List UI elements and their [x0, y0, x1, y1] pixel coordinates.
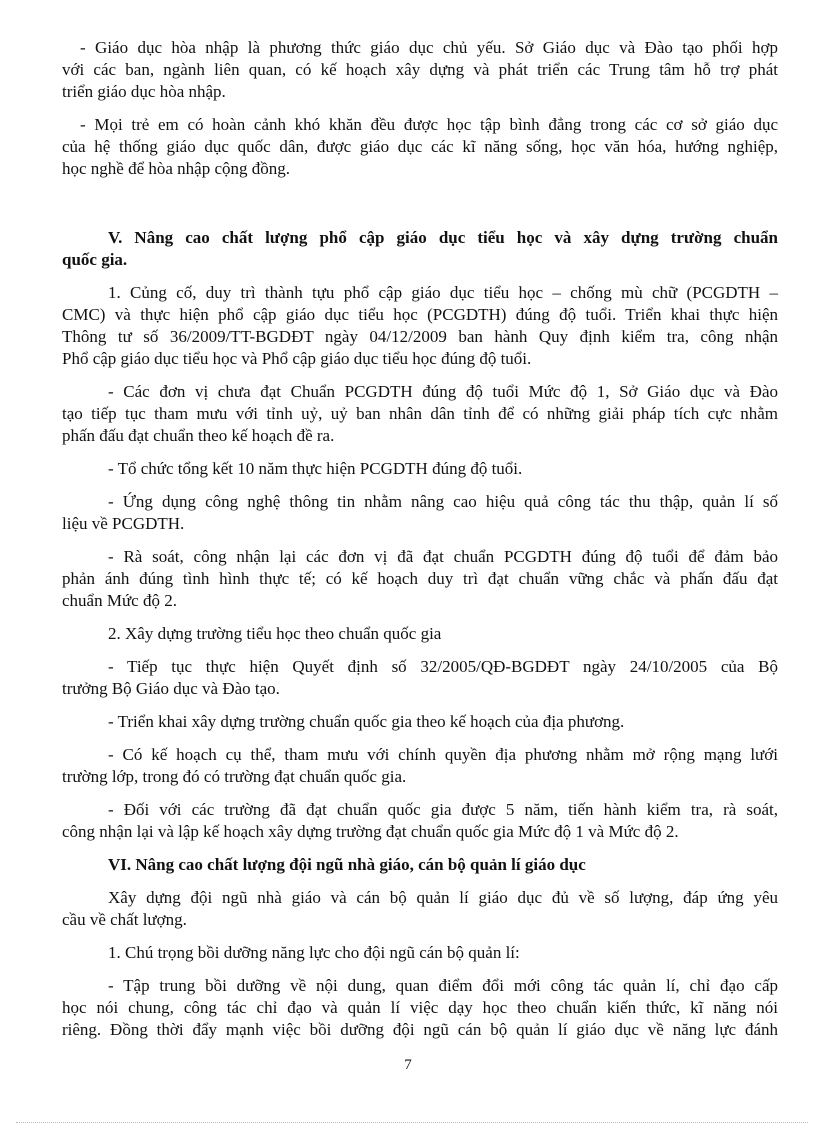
paragraph — [62, 799, 778, 843]
paragraph — [62, 942, 778, 964]
text-line: VI. Nâng cao chất lượng đội ngũ nhà giáo, cán bộ quản lí giáo dục — [108, 855, 586, 874]
text-line: phấn đấu đạt chuẩn theo kế hoạch đề ra. — [62, 426, 335, 445]
text-line: quốc gia. — [62, 250, 128, 269]
text-line: tạo tiếp tục tham mưu với tỉnh uỷ, uỷ ban nhân dân tỉnh để có những giải pháp tích cực nhằm — [62, 404, 778, 423]
text-line: Xây dựng đội ngũ nhà giáo và cán bộ quản lí giáo dục đủ về số lượng, đáp ứng yêu — [108, 888, 778, 907]
text-line: phản ánh đúng tình hình thực tế; có kế hoạch duy trì đạt chuẩn vững chắc và phấn đấu đạt — [62, 569, 778, 588]
text-line: học nghề để hòa nhập cộng đồng. — [62, 159, 291, 178]
paragraph — [62, 623, 778, 645]
paragraph — [62, 114, 778, 180]
paragraph — [62, 37, 778, 103]
section-heading — [62, 854, 778, 876]
paragraph — [62, 744, 778, 788]
text-line: Phổ cập giáo dục tiểu học và Phổ cập giáo dục tiểu học đúng độ tuổi. — [62, 349, 532, 368]
paragraph — [62, 282, 778, 370]
paragraph — [62, 546, 778, 612]
text-line: - Tập trung bồi dưỡng về nội dung, quan điểm đổi mới công tác quản lí, chỉ đạo cấp — [108, 976, 778, 995]
paragraph — [62, 381, 778, 447]
text-line: với các ban, ngành liên quan, có kế hoạch xây dựng và phát triển các Trung tâm hỗ trợ phát — [62, 60, 778, 79]
document-page — [62, 37, 778, 1052]
text-line: - Giáo dục hòa nhập là phương thức giáo dục chủ yếu. Sở Giáo dục và Đào tạo phối hợp — [80, 38, 778, 57]
text-line: cầu về chất lượng. — [62, 910, 187, 929]
text-line: trường lớp, trong đó có trường đạt chuẩn quốc gia. — [62, 767, 407, 786]
text-line: V. Nâng cao chất lượng phổ cập giáo dục tiểu học và xây dựng trường chuẩn — [108, 228, 778, 247]
text-line: - Ứng dụng công nghệ thông tin nhằm nâng cao hiệu quả công tác thu thập, quản lí số — [108, 492, 778, 511]
page-number: 7 — [404, 1057, 412, 1073]
paragraph — [62, 458, 778, 480]
text-line: 1. Chú trọng bồi dưỡng năng lực cho đội ngũ cán bộ quản lí: — [108, 943, 520, 962]
text-line: riêng. Đồng thời đẩy mạnh việc bồi dưỡng đội ngũ cán bộ quản lí giáo dục về năng lực đánh — [62, 1020, 778, 1039]
text-line: - Rà soát, công nhận lại các đơn vị đã đạt chuẩn PCGDTH đúng độ tuổi để đảm bảo — [108, 547, 778, 566]
text-line: - Các đơn vị chưa đạt Chuẩn PCGDTH đúng độ tuổi Mức độ 1, Sở Giáo dục và Đào — [108, 382, 778, 401]
text-line: 2. Xây dựng trường tiểu học theo chuẩn quốc gia — [108, 624, 442, 643]
paragraph — [62, 887, 778, 931]
text-line: liệu về PCGDTH. — [62, 514, 185, 533]
text-line: - Tiếp tục thực hiện Quyết định số 32/2005/QĐ-BGDĐT ngày 24/10/2005 của Bộ — [108, 657, 778, 676]
text-line: - Mọi trẻ em có hoàn cảnh khó khăn đều được học tập bình đẳng trong các cơ sở giáo dục — [80, 115, 778, 134]
text-line: của hệ thống giáo dục quốc dân, được giáo dục các kĩ năng sống, học văn hóa, hướng nghiệp, — [62, 137, 778, 156]
paragraph — [62, 656, 778, 700]
text-line: 1. Củng cố, duy trì thành tựu phổ cập giáo dục tiểu học – chống mù chữ (PCGDTH – — [108, 283, 778, 302]
paragraph — [62, 975, 778, 1041]
text-line: - Đối với các trường đã đạt chuẩn quốc gia được 5 năm, tiến hành kiểm tra, rà soát, — [108, 800, 778, 819]
section-heading — [62, 227, 778, 271]
text-line: chuẩn Mức độ 2. — [62, 591, 177, 610]
text-line: học nói chung, công tác chỉ đạo và quản lí việc dạy học theo chuẩn kiến thức, kĩ năng nói — [62, 998, 778, 1017]
text-line: triển giáo dục hòa nhập. — [62, 82, 226, 101]
text-line: công nhận lại và lập kế hoạch xây dựng trường đạt chuẩn quốc gia Mức độ 1 và Mức độ 2. — [62, 822, 679, 841]
text-line: Thông tư số 36/2009/TT-BGDĐT ngày 04/12/2009 ban hành Quy định kiểm tra, công nhận — [62, 327, 778, 346]
text-line: - Triển khai xây dựng trường chuẩn quốc gia theo kế hoạch của địa phương. — [108, 712, 625, 731]
text-line: - Có kế hoạch cụ thể, tham mưu với chính quyền địa phương nhằm mở rộng mạng lưới — [108, 745, 778, 764]
paragraph — [62, 711, 778, 733]
paragraph — [62, 491, 778, 535]
text-line: - Tổ chức tổng kết 10 năm thực hiện PCGDTH đúng độ tuổi. — [108, 459, 523, 478]
text-line: CMC) và thực hiện phổ cập giáo dục tiểu học (PCGDTH) đúng độ tuổi. Triển khai thực hiện — [62, 305, 778, 324]
text-line: trưởng Bộ Giáo dục và Đào tạo. — [62, 679, 280, 698]
